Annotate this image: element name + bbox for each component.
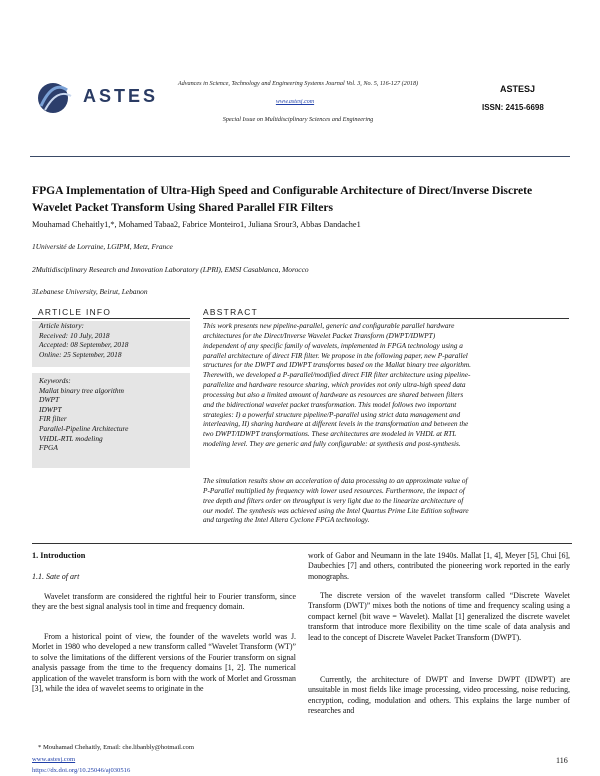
abstract-line: and targeting the Intel Altera Cyclone FPGA technology. <box>203 515 370 525</box>
astes-logo-icon <box>33 78 79 118</box>
issn: ISSN: 2415-6698 <box>482 103 544 112</box>
abstract-line: structures for the DWPT and IDWPT transforms based on the Mallat binary tree algorithm. <box>203 360 471 370</box>
special-issue: Special Issue on Multidisciplinary Sciences and Engineering <box>222 116 374 123</box>
abstract-line: The simulation results show an acceleration of data processing to an approximate value of <box>203 476 468 485</box>
abstract-line: and the bidirectional wavelet packet transformation. This model follows two important <box>203 399 457 409</box>
affiliation-3: 3Lebanese University, Beirut, Lebanon <box>32 287 148 296</box>
abstract-line: two DWPT/IDWPT transformations. These architectures are modeled in VHDL at RTL <box>203 429 457 439</box>
abstract-line: P-Parallel multiplied by frequency with lower used resources. Furthermore, the impact of <box>203 485 465 495</box>
abstract-line: interleaving, II) sharing hardware at different levels in the transformation and between the <box>203 419 469 429</box>
history-label: Article history: <box>39 321 84 330</box>
keyword: Parallel-Pipeline Architecture <box>39 423 129 433</box>
abstract-line: strategies: I) a powerful structure pipeline/P-parallel using strict data management and <box>203 409 461 419</box>
journal-line: Advances in Science, Technology and Engineering Systems Journal Vol. 3, No. 5, 116-127 (2018) <box>177 80 419 87</box>
body-paragraph: work of Gabor and Neumann in the late 1940s. Mallat [1, 4], Meyer [5], Chui [6], Daubechies [7] and others, contributed the pioneering work reported in the early monographs. <box>308 551 570 581</box>
corresponding-author-footnote: * Mouhamad Chehaitly, Email: che.libanbly@hotmail.com <box>38 744 194 751</box>
keywords-label: Keywords: <box>39 376 71 385</box>
page-number: 116 <box>556 756 568 765</box>
abstract-line: our model. The synthesis was achieved using the Intel Quartus Prime Lite Edition software <box>203 505 469 515</box>
article-history-box <box>32 321 190 367</box>
body-paragraph: Wavelet transform are considered the rightful heir to Fourier transform, since they are the best signal analysis tool in time and frequency domain. <box>32 592 296 612</box>
body-paragraph: From a historical point of view, the founder of the wavelets world was J. Morlet in 1980 who developed a new transform called “Wavelet Transform (WT)” to solve the limitations of the different versions of the Fourier transform on signal analysis passage from the time to the frequency domains [1, 2]. The numerical application of the wavelet transform is born with the work of Morlet and Grossman [3], while the idea of wavelet seems to originate in the <box>32 632 296 694</box>
article-info-heading: ARTICLE INFO <box>38 307 112 317</box>
section-heading: 1. Introduction <box>32 551 86 560</box>
keyword: Mallat binary tree algorithm <box>39 385 124 395</box>
article-info-rule <box>32 318 190 319</box>
affiliation-1: 1Université de Lorraine, LGIPM, Metz, France <box>32 242 173 251</box>
body-paragraph: The discrete version of the wavelet transform called “Discrete Wavelet Transform (DWT)” mixes both the notions of time and frequency scaling using a compact kernel (bit wave = Wavelet). Mallat [1] generalized the discrete wavelet transform that introduce more flexibility on the time scale of data analysis and lead to the concept of Discrete Wavelet Packet Transform (DWPT). <box>308 591 570 642</box>
footer-url[interactable]: www.astesj.com <box>32 756 76 763</box>
keyword: FIR filter <box>39 414 67 424</box>
keyword: IDWPT <box>39 404 62 414</box>
abstract-line: modeling level. They are generic and fully configurable: at synthesis and post-synthesis. <box>203 439 461 449</box>
abstract-line: processing but also a limited amount of hardware as resources are shared between filters <box>203 389 464 399</box>
astes-logo-text: ASTES <box>83 86 159 106</box>
journal-url[interactable]: www.astesj.com <box>275 99 315 105</box>
abstract-line: parallel architecture of direct FIR filter. We propose in the following paper, new P-parallel <box>203 350 468 360</box>
abstract-line: parallelize and hardware resource sharing, which provides not only ultra-high speed data <box>203 380 466 390</box>
abstract-bottom-rule <box>32 543 572 544</box>
header-divider <box>30 156 570 157</box>
keyword: DWPT <box>39 395 60 405</box>
abstract-paragraph-2 <box>203 476 565 525</box>
abstract-line: independent of any specific family of wavelets, implemented in FPGA technology using a <box>203 340 463 350</box>
abstract-heading: ABSTRACT <box>203 307 259 317</box>
abstract-rule <box>203 318 569 319</box>
history-received: Received: 10 July, 2018 <box>39 330 110 340</box>
keywords-box <box>32 373 190 468</box>
abstract-line: architectures for the Direct/Inverse Wavelet Packet Transform (DWPT/IDWPT) <box>203 330 436 340</box>
abstract-line: Therewith, we developed a P-parallel/modified direct FIR filter architecture using pipeline- <box>203 370 471 380</box>
paper-title: FPGA Implementation of Ultra-High Speed and Configurable Architecture of Direct/Inverse Discrete Wavelet Packet Transform Using Shared Parallel FIR Filters <box>32 184 533 214</box>
abstract-line: tree depth and filters order on throughput is very light due to the linearize architecture of <box>203 495 464 505</box>
subsection-heading: 1.1. Sate of art <box>32 572 80 581</box>
keyword: VHDL-RTL modeling <box>39 433 103 443</box>
affiliation-2: 2Multidisciplinary Research and Innovation Laboratory (LPRI), EMSI Casablanca, Morocco <box>32 265 309 274</box>
history-online: Online: 25 September, 2018 <box>39 349 122 359</box>
keyword: FPGA <box>39 443 58 453</box>
paper-authors: Mouhamad Chehaitly1,*, Mohamed Tabaa2, Fabrice Monteiro1, Juliana Srour3, Abbas Dandache1 <box>32 220 361 229</box>
body-paragraph: Currently, the architecture of DWPT and Inverse DWPT (IDWPT) are unsuitable in most fields like image processing, video processing, noise reducing, encryption, coding, modulation and others. This explains the large number of researches and <box>308 675 570 716</box>
abstract-line: This work presents new pipeline-parallel, generic and configurable parallel hardware <box>203 321 455 330</box>
journal-short-name: ASTESJ <box>500 84 536 94</box>
history-accepted: Accepted: 08 September, 2018 <box>39 340 129 350</box>
abstract-paragraph-1 <box>203 321 565 449</box>
footer-doi[interactable]: https://dx.doi.org/10.25046/aj030516 <box>32 767 131 774</box>
